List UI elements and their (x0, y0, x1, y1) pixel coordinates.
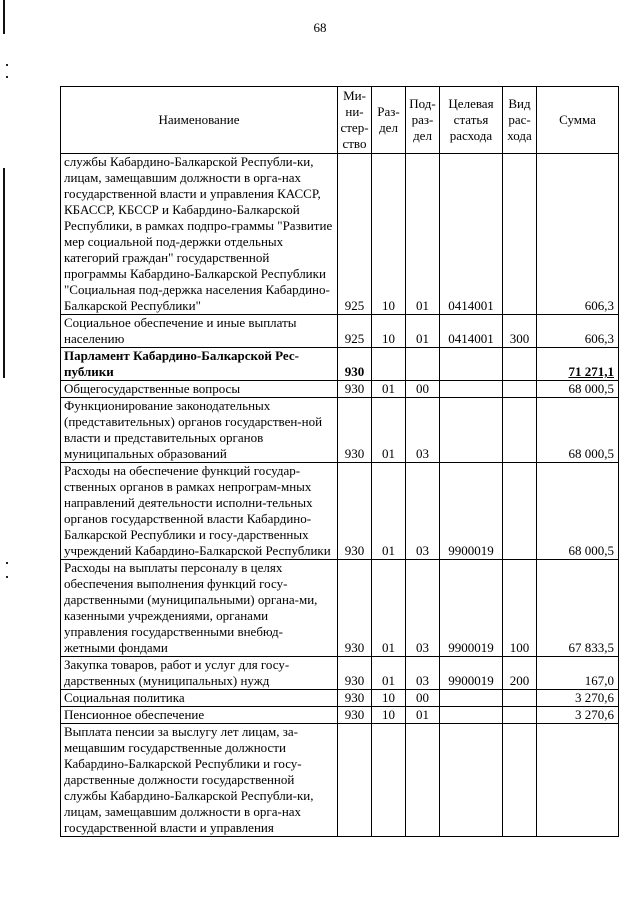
row-target-article: 9900019 (440, 657, 503, 690)
header-section: Раз- дел (372, 87, 406, 154)
budget-table (60, 86, 619, 837)
row-section: 10 (372, 315, 406, 348)
row-expense-type (503, 690, 537, 707)
row-section (372, 348, 406, 381)
page-number: 68 (313, 20, 327, 35)
row-name: Расходы на обеспечение функций государ-ственных органов в рамках непрограм-мных направлений деятельности исполни-тельных органов государственной власти Кабардино-Балкарской Республики и госу-дарственных учреждений Кабардино-Балкарской Республики (61, 463, 338, 560)
row-ministry: 930 (338, 463, 372, 560)
row-name: Функционирование законодательных (представительных) органов государствен-ной власти и представительных органов муниципальных образований (61, 398, 338, 463)
table-row (61, 657, 619, 690)
margin-dot (6, 64, 8, 66)
row-subsection: 01 (406, 707, 440, 724)
row-expense-type (503, 724, 537, 837)
row-amount-value: 71 271,1 (568, 364, 614, 379)
row-ministry (338, 724, 372, 837)
row-target-article (440, 707, 503, 724)
row-subsection (406, 724, 440, 837)
row-subsection: 03 (406, 657, 440, 690)
row-name: Закупка товаров, работ и услуг для госу-дарственных (муниципальных) нужд (61, 657, 338, 690)
row-amount: 3 270,6 (537, 707, 619, 724)
row-ministry: 930 (338, 348, 372, 381)
row-amount: 606,3 (537, 315, 619, 348)
table-row (61, 463, 619, 560)
row-amount: 68 000,5 (537, 398, 619, 463)
row-expense-type (503, 463, 537, 560)
row-expense-type (503, 381, 537, 398)
row-subsection (406, 348, 440, 381)
row-name: Общегосударственные вопросы (61, 381, 338, 398)
row-section: 10 (372, 154, 406, 315)
row-subsection: 01 (406, 315, 440, 348)
table-row (61, 381, 619, 398)
table-header-row (61, 87, 619, 154)
row-name: Расходы на выплаты персоналу в целях обеспечения выполнения функций госу-дарственными (муниципальными) органа-ми, казенными учреждениями, органами управления государственными внебюд-жетными фондами (61, 560, 338, 657)
row-subsection: 03 (406, 398, 440, 463)
row-target-article (440, 690, 503, 707)
row-target-article: 0414001 (440, 154, 503, 315)
row-expense-type: 300 (503, 315, 537, 348)
row-section (372, 724, 406, 837)
row-ministry: 930 (338, 381, 372, 398)
row-name: Пенсионное обеспечение (61, 707, 338, 724)
row-target-article: 0414001 (440, 315, 503, 348)
table-row (61, 690, 619, 707)
row-expense-type (503, 398, 537, 463)
row-target-article: 9900019 (440, 560, 503, 657)
row-expense-type (503, 154, 537, 315)
row-amount: 3 270,6 (537, 690, 619, 707)
row-subsection: 00 (406, 381, 440, 398)
table-row-department (61, 348, 619, 381)
row-subsection: 00 (406, 690, 440, 707)
row-section: 01 (372, 560, 406, 657)
row-section: 01 (372, 381, 406, 398)
row-ministry: 930 (338, 657, 372, 690)
table-row (61, 154, 619, 315)
header-target-article: Целевая статья расхода (440, 87, 503, 154)
row-section: 10 (372, 690, 406, 707)
margin-mark-middle (3, 168, 5, 378)
row-subsection: 03 (406, 463, 440, 560)
row-target-article: 9900019 (440, 463, 503, 560)
row-target-article (440, 348, 503, 381)
row-target-article (440, 398, 503, 463)
row-expense-type (503, 348, 537, 381)
header-subsection: Под- раз- дел (406, 87, 440, 154)
row-subsection: 03 (406, 560, 440, 657)
table-row (61, 398, 619, 463)
row-name: службы Кабардино-Балкарской Республи-ки, лицам, замещавшим должности в орга-нах государственной власти и управления КАССР, КБАССР, КБССР и Кабардино-Балкарской Республики, в рамках подпро-граммы "Развитие мер социальной под-держки отдельных категорий граждан" государственной программы Кабардино-Балкарской Республики "Социальная под-держка населения Кабардино-Балкарской Республики" (61, 154, 338, 315)
row-ministry: 930 (338, 707, 372, 724)
row-amount: 167,0 (537, 657, 619, 690)
row-name: Выплата пенсии за выслугу лет лицам, за-мещавшим государственные должности Кабардино-Балкарской Республики и госу-дарственные должности государственной службы Кабардино-Балкарской Республи-ки, лицам, замещавшим должности в орга-нах государственной власти и управления (61, 724, 338, 837)
row-name: Социальная политика (61, 690, 338, 707)
header-ministry: Ми- ни- стер- ство (338, 87, 372, 154)
row-expense-type: 100 (503, 560, 537, 657)
row-ministry: 930 (338, 690, 372, 707)
table-row (61, 707, 619, 724)
row-section: 01 (372, 398, 406, 463)
row-subsection: 01 (406, 154, 440, 315)
row-amount (537, 348, 619, 381)
margin-dot (6, 562, 8, 564)
header-amount: Сумма (537, 87, 619, 154)
row-ministry: 930 (338, 398, 372, 463)
margin-dot (6, 76, 8, 78)
row-section: 10 (372, 707, 406, 724)
margin-dot (6, 576, 8, 578)
row-section: 01 (372, 657, 406, 690)
row-target-article (440, 724, 503, 837)
table-row-continued (61, 724, 619, 837)
row-amount: 67 833,5 (537, 560, 619, 657)
table-row (61, 560, 619, 657)
row-amount: 606,3 (537, 154, 619, 315)
row-ministry: 925 (338, 154, 372, 315)
row-amount: 68 000,5 (537, 463, 619, 560)
row-expense-type: 200 (503, 657, 537, 690)
row-name: Парламент Кабардино-Балкарской Рес-публики (61, 348, 338, 381)
row-amount (537, 724, 619, 837)
row-ministry: 925 (338, 315, 372, 348)
row-target-article (440, 381, 503, 398)
row-name: Социальное обеспечение и иные выплаты населению (61, 315, 338, 348)
header-expense-type: Вид рас- хода (503, 87, 537, 154)
row-expense-type (503, 707, 537, 724)
header-name: Наименование (61, 87, 338, 154)
table-row (61, 315, 619, 348)
row-ministry: 930 (338, 560, 372, 657)
row-amount: 68 000,5 (537, 381, 619, 398)
row-section: 01 (372, 463, 406, 560)
